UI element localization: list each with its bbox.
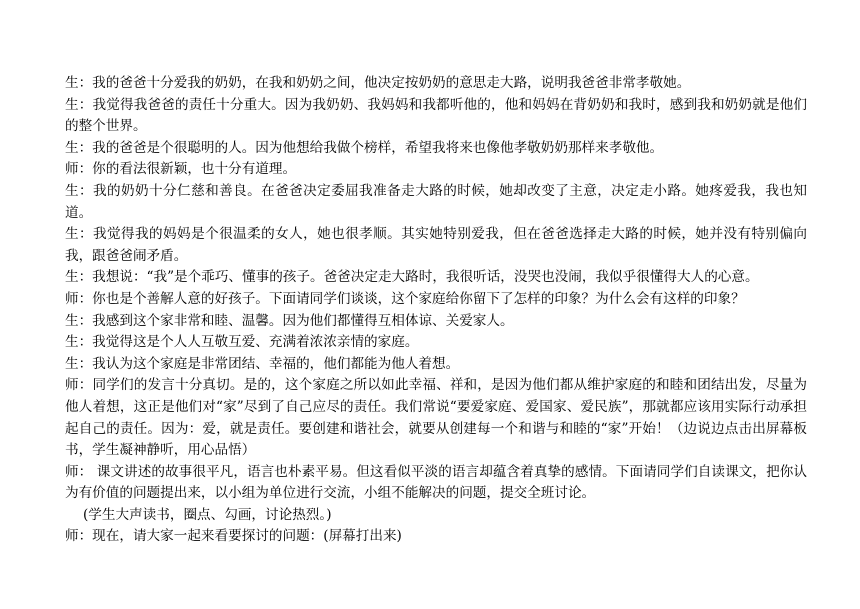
dialogue-line: 生：我觉得我的妈妈是个很温柔的女人，她也很孝顺。其实她特别爱我，但在爸爸选择走大路的时候，她并没有特别偏向我，跟爸爸闹矛盾。 [65, 226, 807, 264]
dialogue-line: 生：我觉得这是个人人互敬互爱、充满着浓浓亲情的家庭。 [65, 334, 419, 351]
dialogue-line: 师：你的看法很新颖，也十分有道理。 [65, 161, 297, 178]
dialogue-line: 师： 课文讲述的故事很平凡，语言也朴素平易。但这看似平淡的语言却蕴含着真挚的感情。下面请同学们自读课文，把你认为有价值的问题提出来，以小组为单位进行交流，小组不能解决的问题，提交全班讨论。 [65, 463, 807, 502]
dialogue-line: 生：我的奶奶十分仁慈和善良。在爸爸决定委屈我准备走大路的时候，她却改变了主意，决定走小路。她疼爱我，我也知道。 [65, 182, 807, 221]
dialogue-line: 生：我的爸爸是个很聪明的人。因为他想给我做个榜样，希望我将来也像他孝敬奶奶那样来孝敬他。 [65, 139, 664, 156]
dialogue-line: 生：我感到这个家非常和睦、温馨。因为他们都懂得互相体谅、关爱家人。 [65, 312, 514, 329]
dialogue-line: 生：我觉得我爸爸的责任十分重大。因为我奶奶、我妈妈和我都听他的，他和妈妈在背奶奶和我时，感到我和奶奶就是他们的整个世界。 [65, 96, 807, 135]
dialogue-line: 师：现在，请大家一起来看要探讨的问题：(屏幕打出来) [65, 528, 402, 545]
dialogue-line: 生：我认为这个家庭是非常团结、幸福的，他们都能为他人着想。 [65, 355, 460, 372]
document-body [65, 73, 807, 548]
dialogue-line: 生：我想说：“我”是个乖巧、懂事的孩子。爸爸决定走大路时，我很听话，没哭也没闹，我似乎很懂得大人的心意。 [65, 269, 759, 286]
dialogue-line: 师：你也是个善解人意的好孩子。下面请同学们谈谈，这个家庭给你留下了怎样的印象？为什么会有这样的印象？ [65, 290, 745, 307]
dialogue-line: 生：我的爸爸十分爱我的奶奶，在我和奶奶之间，他决定按奶奶的意思走大路，说明我爸爸非常孝敬她。 [65, 75, 691, 91]
dialogue-line: 师：同学们的发言十分真切。是的，这个家庭之所以如此幸福、祥和，是因为他们都从维护家庭的和睦和团结出发，尽量为他人着想，这正是他们对“家”尽到了自己应尽的责任。我们常说“要爱家庭、爱国家、爱民族”，那就都应该用实际行动承担起自己的责任。因为：爱，就是责任。要创建和谐社会，就要从创建每一个和谐与和睦的“家”开始！（边说边点击出屏幕板书，学生凝神静听，用心品悟） [65, 377, 807, 459]
stage-direction: (学生大声读书，圈点、勾画，讨论热烈。) [83, 506, 332, 523]
